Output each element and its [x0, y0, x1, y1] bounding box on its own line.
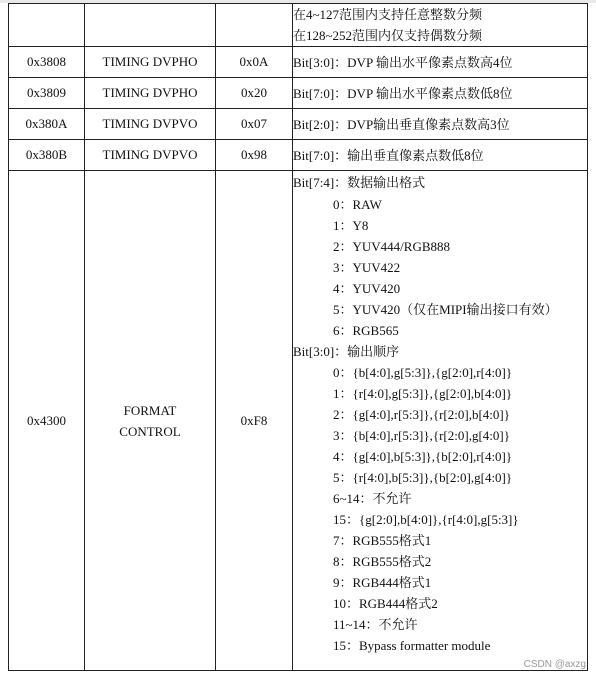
default-value-cell: 0x98	[216, 140, 293, 171]
default-value-cell: 0x20	[216, 78, 293, 109]
description-line: 在128~252范围内仅支持偶数分频	[293, 28, 483, 43]
register-name-cell: TIMING DVPHO	[85, 47, 216, 78]
description-line: Bit[3:0]：DVP 输出水平像素点数高4位	[293, 54, 513, 70]
address-cell: 0x3808	[9, 47, 85, 78]
order-option: 15：{g[2:0],b[4:0]},{r[4:0],g[5:3]}	[333, 512, 519, 527]
table-row	[9, 78, 588, 109]
description-line: Bit[2:0]：DVP输出垂直像素点数高3位	[293, 116, 510, 132]
table-row	[9, 140, 588, 171]
format-option: 1：Y8	[333, 218, 369, 233]
order-option: 15：Bypass formatter module	[333, 638, 491, 653]
order-option: 0：{b[4:0],g[5:3]},{g[2:0],r[4:0]}	[333, 365, 513, 380]
order-option: 6~14：不允许	[333, 491, 412, 506]
default-value-cell: 0xF8	[216, 171, 293, 671]
order-option: 3：{b[4:0],r[5:3]},{r[2:0],g[4:0]}	[333, 428, 510, 443]
order-option: 8：RGB555格式2	[333, 554, 432, 569]
description-cell	[293, 4, 588, 47]
description-line: 在4~127范围内支持任意整数分频	[293, 7, 483, 22]
address-cell: 0x380A	[9, 109, 85, 140]
register-name-line: FORMAT	[123, 402, 177, 418]
register-name-cell: TIMING DVPVO	[85, 140, 216, 171]
order-option: 4：{g[4:0],b[5:3]},{b[2:0],r[4:0]}	[333, 449, 513, 464]
order-option: 11~14：不允许	[333, 617, 418, 632]
format-option: 4：YUV420	[333, 281, 401, 296]
address-cell	[9, 4, 85, 47]
register-name-cell: TIMING DVPHO	[85, 78, 216, 109]
table-row	[9, 47, 588, 78]
description-line: Bit[7:0]：DVP 输出水平像素点数低8位	[293, 85, 513, 101]
watermark: CSDN @axzg	[523, 659, 586, 670]
table-row	[9, 171, 588, 671]
order-option: 9：RGB444格式1	[333, 575, 432, 590]
format-header: Bit[7:4]：数据输出格式	[293, 175, 426, 190]
format-option: 3：YUV422	[333, 260, 401, 275]
address-cell: 0x4300	[9, 171, 85, 671]
register-table	[8, 3, 588, 671]
default-value-cell: 0x07	[216, 109, 293, 140]
description-cell	[293, 171, 588, 671]
address-cell: 0x380B	[9, 140, 85, 171]
order-option: 7：RGB555格式1	[333, 533, 432, 548]
order-option: 1：{r[4:0],g[5:3]},{g[2:0],b[4:0]}	[333, 386, 513, 401]
table-row	[9, 109, 588, 140]
format-option: 2：YUV444/RGB888	[333, 239, 451, 254]
table-row	[9, 4, 588, 47]
address-cell: 0x3809	[9, 78, 85, 109]
format-option: 6：RGB565	[333, 323, 399, 338]
default-value-cell	[216, 4, 293, 47]
register-name-cell	[85, 171, 216, 671]
description-line: Bit[7:0]：输出垂直像素点数低8位	[293, 147, 484, 163]
description-cell	[293, 47, 588, 78]
description-cell	[293, 109, 588, 140]
description-cell	[293, 78, 588, 109]
default-value-cell: 0x0A	[216, 47, 293, 78]
order-option: 10：RGB444格式2	[333, 596, 438, 611]
register-name-line: CONTROL	[119, 423, 181, 439]
register-name-cell: TIMING DVPVO	[85, 109, 216, 140]
format-option: 0：RAW	[333, 197, 382, 212]
format-option: 5：YUV420（仅在MIPI输出接口有效）	[333, 302, 558, 317]
register-name-cell	[85, 4, 216, 47]
order-option: 5：{r[4:0],b[5:3]},{b[2:0],g[4:0]}	[333, 470, 513, 485]
order-option: 2：{g[4:0],r[5:3]},{r[2:0],b[4:0]}	[333, 407, 510, 422]
order-header: Bit[3:0]：输出顺序	[293, 344, 400, 359]
description-cell	[293, 140, 588, 171]
